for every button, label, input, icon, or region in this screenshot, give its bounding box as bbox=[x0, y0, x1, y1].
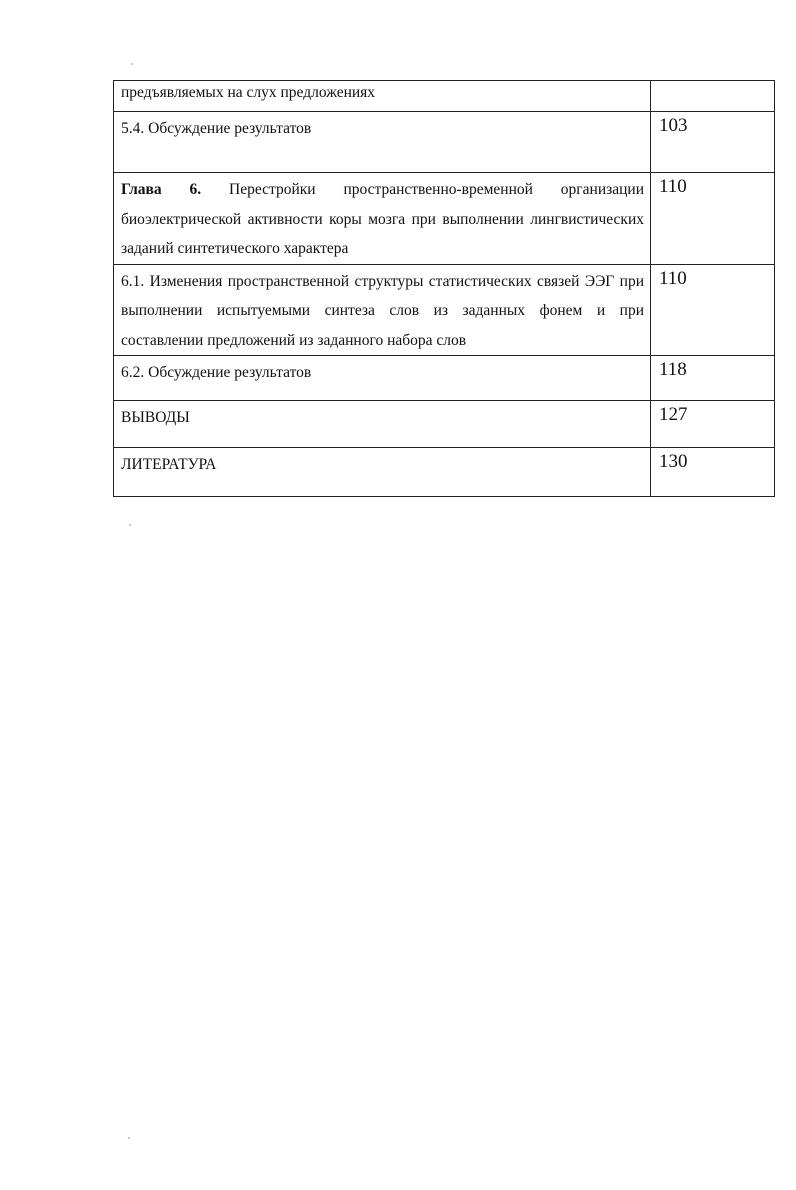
toc-entry-text: 6.1. Изменения пространственной структуры статистических связей ЭЭГ при выполнении испытуемыми синтеза слов из заданных фонем и при составлении предложений из заданного набора слов bbox=[121, 272, 644, 349]
toc-entry-title bbox=[114, 81, 651, 112]
toc-entry-text: ЛИТЕРАТУРА bbox=[121, 456, 217, 473]
toc-entry-text: ВЫВОДЫ bbox=[121, 409, 190, 426]
chapter-label: Глава 6. bbox=[121, 181, 202, 198]
toc-entry-title bbox=[114, 173, 651, 265]
toc-page-number: 127 bbox=[651, 401, 775, 448]
toc-entry-title bbox=[114, 112, 651, 173]
toc-entry-text: предъявляемых на слух предложениях bbox=[121, 84, 376, 101]
scan-speck bbox=[128, 1137, 130, 1139]
toc-row bbox=[114, 264, 775, 356]
toc-row bbox=[114, 448, 775, 497]
toc-page-number: 110 bbox=[651, 173, 775, 265]
toc-row bbox=[114, 112, 775, 173]
toc-row bbox=[114, 356, 775, 401]
toc-entry-text: 5.4. Обсуждение результатов bbox=[121, 120, 312, 137]
scan-speck bbox=[129, 524, 131, 526]
table-of-contents bbox=[113, 80, 775, 497]
toc-page-number bbox=[651, 81, 775, 112]
toc-page-number: 110 bbox=[651, 264, 775, 356]
toc-entry-text: Перестройки пространственно-временной организации биоэлектрической активности коры мозга при выполнении лингвистических заданий синтетического характера bbox=[121, 181, 644, 257]
toc-entry-text: 6.2. Обсуждение результатов bbox=[121, 364, 312, 381]
toc-entry-title bbox=[114, 264, 651, 356]
toc-entry-title bbox=[114, 448, 651, 497]
toc-page-number: 103 bbox=[651, 112, 775, 173]
toc-page-number: 118 bbox=[651, 356, 775, 401]
toc-row bbox=[114, 401, 775, 448]
toc-page-number: 130 bbox=[651, 448, 775, 497]
toc-entry-title bbox=[114, 356, 651, 401]
toc-row bbox=[114, 81, 775, 112]
scan-speck bbox=[131, 63, 133, 65]
toc-entry-title bbox=[114, 401, 651, 448]
toc-row bbox=[114, 173, 775, 265]
